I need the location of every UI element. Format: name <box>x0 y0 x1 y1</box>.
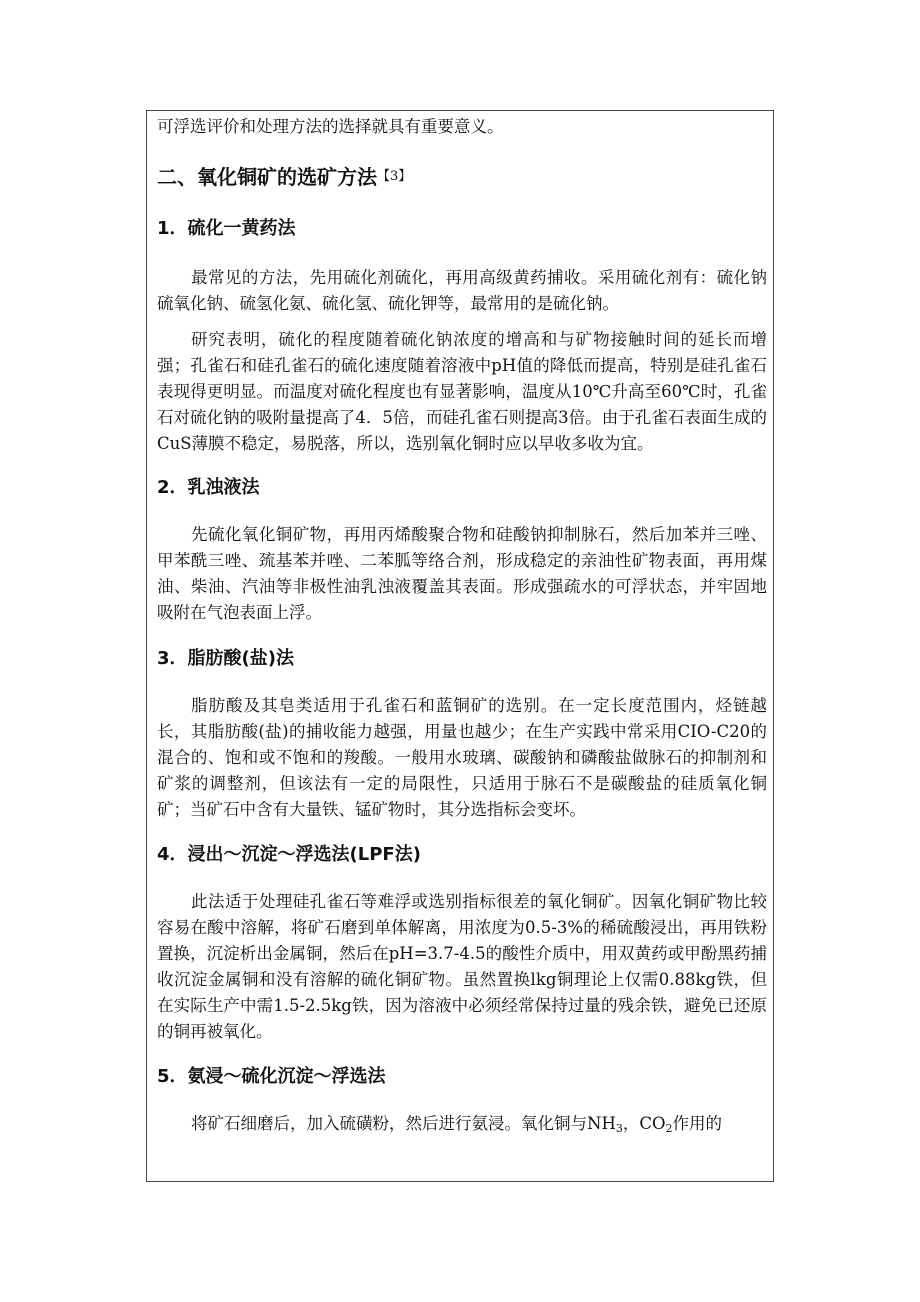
subscript-3: 3 <box>615 1122 623 1135</box>
document-content <box>157 114 767 1142</box>
top-paragraph: 可浮选评价和处理方法的选择就具有重要意义。 <box>157 117 504 136</box>
document-frame <box>146 110 774 1182</box>
paragraph-2-1: 先硫化氧化铜矿物，再用丙烯酸聚合物和硅酸钠抑制脉石，然后加苯并三唑、甲苯酰三唑、巯基苯并唑、二苯胍等络合剂，形成稳定的亲油性矿物表面，再用煤油、柴油、汽油等非极性油乳浊液覆盖其表面。形成强疏水的可浮状态，并牢固地吸附在气泡表面上浮。 <box>157 525 767 622</box>
subsection-heading-5: 5．氨浸～硫化沉淀～浮选法 <box>157 1066 386 1087</box>
subsection-heading-4: 4．浸出～沉淀～浮选法(LPF法) <box>157 844 421 865</box>
section-heading-text: 二、氧化铜矿的选矿方法 <box>157 165 377 189</box>
paragraph-4-1: 此法适于处理硅孔雀石等难浮或选别指标很差的氧化铜矿。因氧化铜矿物比较容易在酸中溶解，将矿石磨到单体解离，用浓度为0.5-3%的稀硫酸浸出，再用铁粉置换，沉淀析出金属铜，然后在pH=3.7-4.5的酸性介质中，用双黄药或甲酚黑药捕收沉淀金属铜和没有溶解的硫化铜矿物。虽然置换lkg铜理论上仅需0.88kg铁，但在实际生产中需1.5-2.5kg铁，因为溶液中必须经常保持过量的残余铁，避免已还原的铜再被氧化。 <box>157 892 767 1041</box>
paragraph-3-1: 脂肪酸及其皂类适用于孔雀石和蓝铜矿的选别。在一定长度范围内，烃链越长，其脂肪酸(盐)的捕收能力越强，用量也越少；在生产实践中常采用CIO-C20的混合的、饱和或不饱和的羧酸。一般用水玻璃、碳酸钠和磷酸盐做脉石的抑制剂和矿浆的调整剂，但该法有一定的局限性，只适用于脉石不是碳酸盐的硅质氧化铜矿；当矿石中含有大量铁、锰矿物时，其分选指标会变坏。 <box>157 696 767 819</box>
paragraph-1-2: 研究表明，硫化的程度随着硫化钠浓度的增高和与矿物接触时间的延长而增强；孔雀石和硅孔雀石的硫化速度随着溶液中pH值的降低而提高，特别是硅孔雀石表现得更明显。而温度对硫化程度也有显著影响，温度从10℃升高至60℃时，孔雀石对硫化钠的吸附量提高了4．5倍，而硅孔雀石则提高3倍。由于孔雀石表面生成的CuS薄膜不稳定，易脱落，所以，选别氧化铜时应以早收多收为宜。 <box>157 330 767 453</box>
paragraph-5-text-c: 作用的 <box>672 1114 722 1133</box>
section-heading <box>157 163 767 191</box>
subsection-heading-3: 3．脂肪酸(盐)法 <box>157 648 294 669</box>
subscript-2: 2 <box>665 1122 673 1135</box>
paragraph-5-1 <box>157 1111 767 1142</box>
subsection-heading-2: 2．乳浊液法 <box>157 477 260 498</box>
paragraph-1-1: 最常见的方法，先用硫化剂硫化，再用高级黄药捕收。采用硫化剂有：硫化钠硫氧化钠、硫氢化氨、硫化氢、硫化钾等，最常用的是硫化钠。 <box>157 268 767 313</box>
subsection-heading-1: 1．硫化一黄药法 <box>157 218 296 239</box>
citation-marker: 【3】 <box>377 169 412 184</box>
paragraph-5-text-a: 将矿石细磨后，加入硫磺粉，然后进行氨浸。氧化铜与NH <box>191 1114 616 1133</box>
paragraph-5-text-b: ，CO <box>622 1114 666 1133</box>
